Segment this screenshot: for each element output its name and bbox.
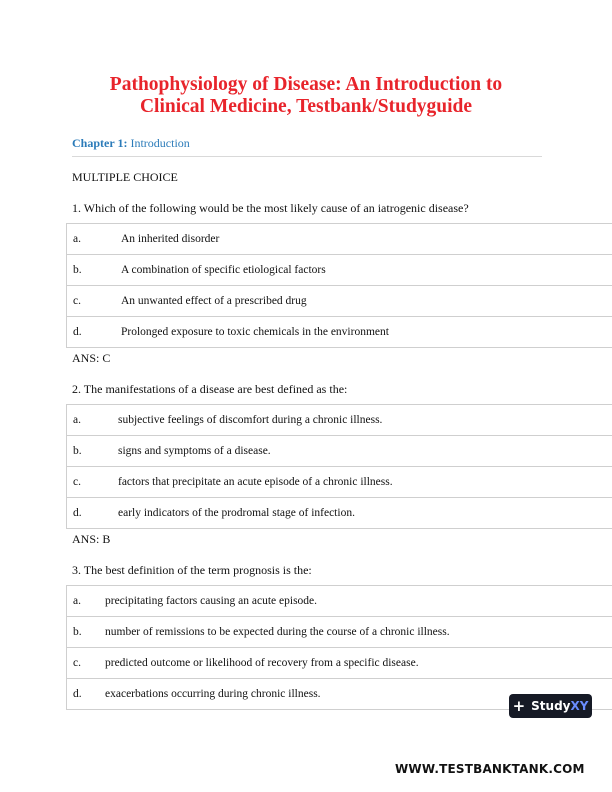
section-heading: MULTIPLE CHOICE xyxy=(72,170,178,184)
option-text: exacerbations occurring during chronic illness. xyxy=(105,688,321,700)
option-row xyxy=(67,467,612,498)
badge-label xyxy=(531,699,588,713)
option-row xyxy=(67,617,612,648)
option-row xyxy=(67,405,612,436)
chapter-heading xyxy=(72,136,542,157)
option-letter: c. xyxy=(73,295,81,307)
chapter-name: Introduction xyxy=(130,136,190,150)
option-text: predicted outcome or likelihood of recovery from a specific disease. xyxy=(105,657,419,669)
badge-text-main: Study xyxy=(531,699,571,713)
option-letter: b. xyxy=(73,264,82,276)
option-letter: d. xyxy=(73,688,82,700)
footer-website[interactable]: WWW.TESTBANKTANK.COM xyxy=(395,762,585,776)
option-row xyxy=(67,255,612,286)
option-row xyxy=(67,317,612,348)
option-row xyxy=(67,436,612,467)
title-line-2: Clinical Medicine, Testbank/Studyguide xyxy=(139,96,473,117)
answer-2: ANS: B xyxy=(72,532,111,546)
question-3-text: 3. The best definition of the term prognosis is the: xyxy=(72,563,312,577)
option-text: An inherited disorder xyxy=(121,233,220,245)
studyxy-badge[interactable] xyxy=(509,694,592,718)
option-text: early indicators of the prodromal stage of infection. xyxy=(118,507,355,519)
question-1-text: 1. Which of the following would be the most likely cause of an iatrogenic disease? xyxy=(72,201,469,215)
option-letter: a. xyxy=(73,595,81,607)
option-letter: a. xyxy=(73,233,81,245)
document-title xyxy=(0,74,612,118)
option-text: A combination of specific etiological factors xyxy=(121,264,326,276)
option-text: number of remissions to be expected during the course of a chronic illness. xyxy=(105,626,450,638)
question-2-text: 2. The manifestations of a disease are best defined as the: xyxy=(72,382,348,396)
option-text: An unwanted effect of a prescribed drug xyxy=(121,295,307,307)
answer-1: ANS: C xyxy=(72,351,111,365)
option-row xyxy=(67,586,612,617)
question-3-options xyxy=(66,585,612,710)
option-row xyxy=(67,286,612,317)
option-text: subjective feelings of discomfort during a chronic illness. xyxy=(118,414,383,426)
option-letter: a. xyxy=(73,414,81,426)
chapter-label: Chapter 1: xyxy=(72,136,128,150)
badge-text-accent: XY xyxy=(570,699,589,713)
option-letter: b. xyxy=(73,445,82,457)
option-letter: c. xyxy=(73,657,81,669)
option-letter: c. xyxy=(73,476,81,488)
option-row xyxy=(67,224,612,255)
plus-icon: + xyxy=(512,696,526,715)
option-text: signs and symptoms of a disease. xyxy=(118,445,271,457)
title-line-1: Pathophysiology of Disease: An Introduction to xyxy=(109,74,503,95)
option-letter: d. xyxy=(73,507,82,519)
question-2-options xyxy=(66,404,612,529)
option-row xyxy=(67,648,612,679)
option-letter: b. xyxy=(73,626,82,638)
question-1-options xyxy=(66,223,612,348)
option-text: Prolonged exposure to toxic chemicals in the environment xyxy=(121,326,389,338)
option-text: precipitating factors causing an acute episode. xyxy=(105,595,318,607)
option-letter: d. xyxy=(73,326,82,338)
option-row xyxy=(67,498,612,529)
option-text: factors that precipitate an acute episode of a chronic illness. xyxy=(118,476,393,488)
